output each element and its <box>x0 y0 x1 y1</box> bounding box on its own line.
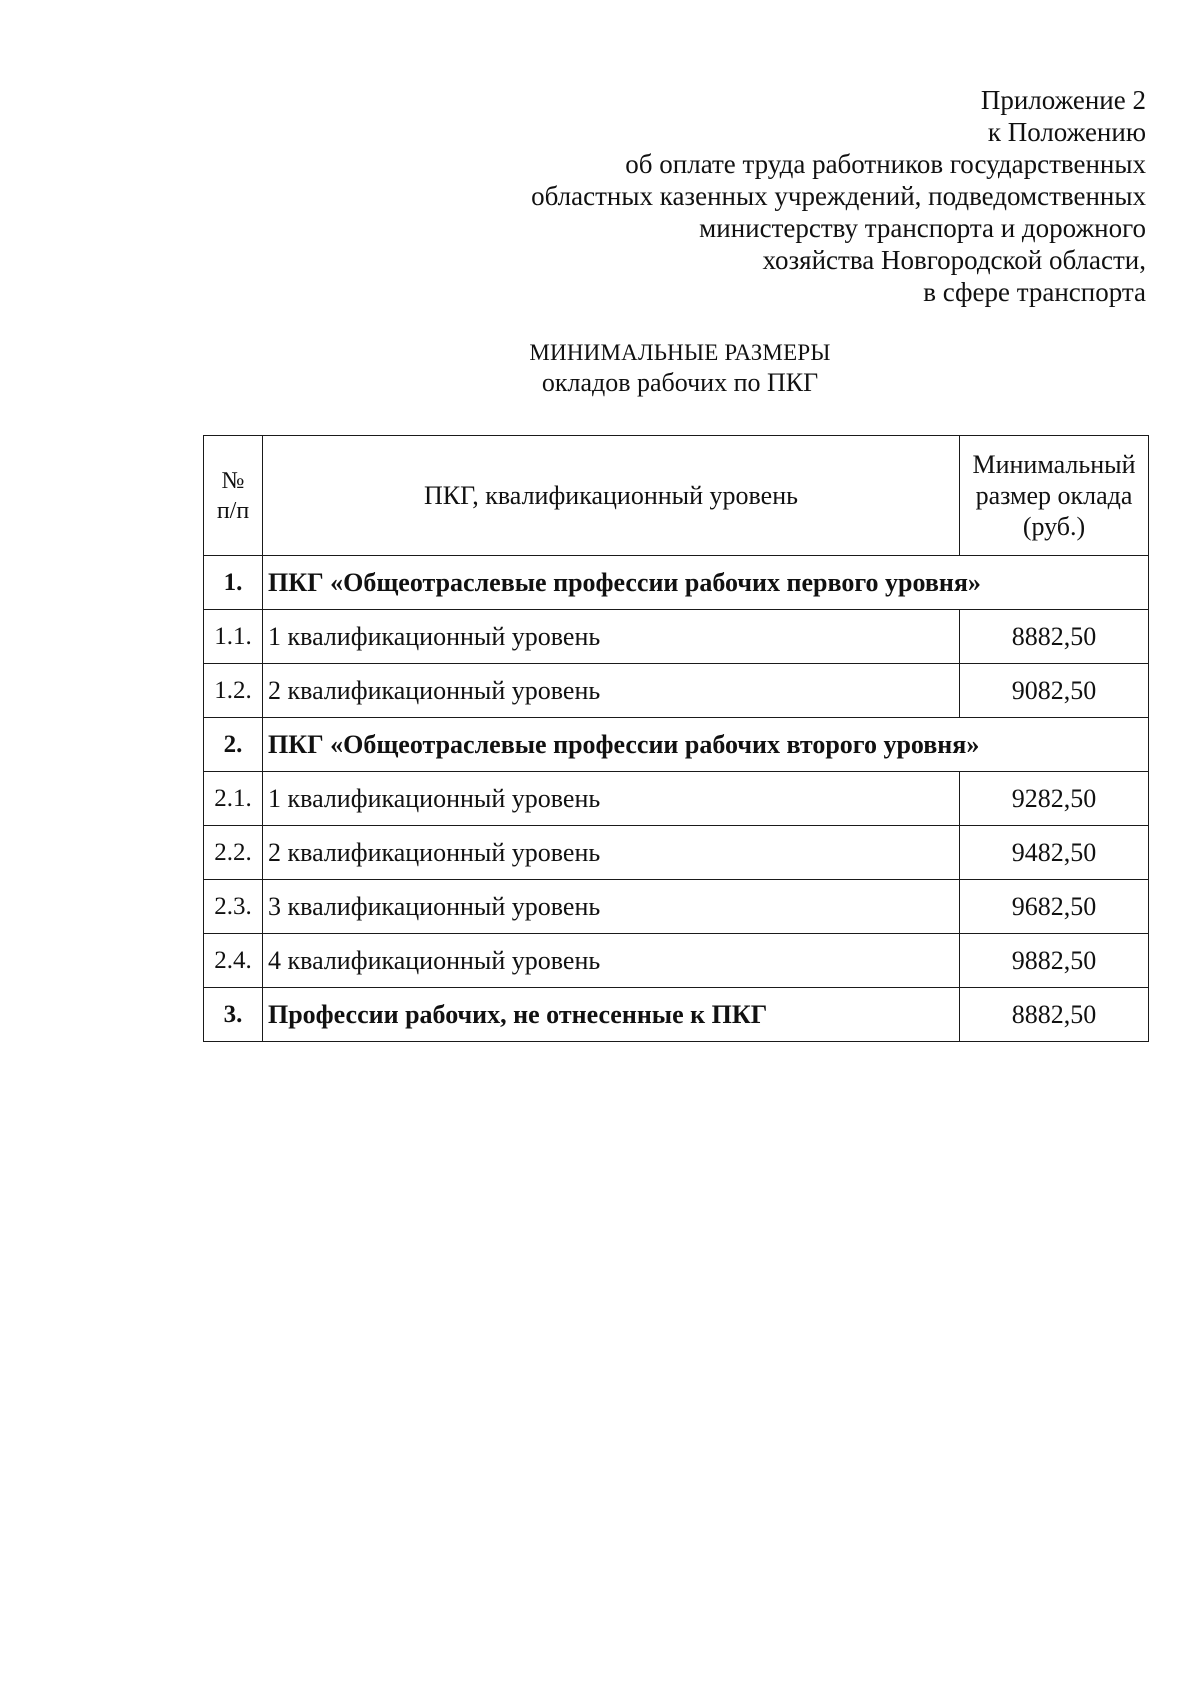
row-value: 8882,50 <box>960 988 1149 1042</box>
header-salary-line3: (руб.) <box>1022 512 1086 541</box>
table-row <box>204 664 1149 718</box>
header-num-line2: п/п <box>216 497 250 524</box>
row-name: 3 квалификационный уровень <box>263 880 960 934</box>
row-value: 9282,50 <box>960 772 1149 826</box>
appendix-line: областных казенных учреждений, подведомственных <box>531 181 1146 211</box>
table-group-row <box>204 556 1149 610</box>
appendix-line: Приложение 2 <box>980 85 1146 115</box>
salary-table <box>203 435 1149 1042</box>
header-salary-line1: Минимальный <box>972 450 1136 479</box>
row-num: 1. <box>204 556 263 610</box>
row-num: 3. <box>204 988 263 1042</box>
row-name: 4 квалификационный уровень <box>263 934 960 988</box>
row-name: ПКГ «Общеотраслевые профессии рабочих второго уровня» <box>263 718 1149 772</box>
table-row <box>204 826 1149 880</box>
row-num: 2.1. <box>204 772 263 826</box>
appendix-line: хозяйства Новгородской области, <box>762 245 1146 275</box>
table-group-row <box>204 988 1149 1042</box>
appendix-line: в сфере транспорта <box>923 277 1146 307</box>
row-value: 9482,50 <box>960 826 1149 880</box>
row-num: 2.2. <box>204 826 263 880</box>
appendix-line: министерству транспорта и дорожного <box>699 213 1146 243</box>
row-value: 9682,50 <box>960 880 1149 934</box>
row-value: 9082,50 <box>960 664 1149 718</box>
row-num: 2. <box>204 718 263 772</box>
table-row <box>204 772 1149 826</box>
header-num-line1: № <box>221 467 245 494</box>
row-name: 1 квалификационный уровень <box>263 610 960 664</box>
row-value: 8882,50 <box>960 610 1149 664</box>
appendix-header <box>531 84 1146 308</box>
row-name: 2 квалификационный уровень <box>263 664 960 718</box>
header-salary <box>960 436 1149 556</box>
row-name: 1 квалификационный уровень <box>263 772 960 826</box>
table-header-row <box>204 436 1149 556</box>
row-name: Профессии рабочих, не отнесенные к ПКГ <box>263 988 960 1042</box>
row-name: ПКГ «Общеотраслевые профессии рабочих первого уровня» <box>263 556 1149 610</box>
appendix-line: к Положению <box>987 117 1146 147</box>
row-num: 2.3. <box>204 880 263 934</box>
document-title <box>0 338 1200 398</box>
row-value: 9882,50 <box>960 934 1149 988</box>
table-row <box>204 934 1149 988</box>
table-row <box>204 610 1149 664</box>
table-row <box>204 880 1149 934</box>
header-num <box>204 436 263 556</box>
row-num: 1.2. <box>204 664 263 718</box>
row-name: 2 квалификационный уровень <box>263 826 960 880</box>
title-line-2: окладов рабочих по ПКГ <box>541 368 819 397</box>
table-group-row <box>204 718 1149 772</box>
title-line-1: МИНИМАЛЬНЫЕ РАЗМЕРЫ <box>529 340 831 365</box>
row-num: 1.1. <box>204 610 263 664</box>
header-salary-line2: размер оклада <box>975 481 1133 510</box>
row-num: 2.4. <box>204 934 263 988</box>
appendix-line: об оплате труда работников государственных <box>625 149 1146 179</box>
header-name: ПКГ, квалификационный уровень <box>263 436 960 556</box>
